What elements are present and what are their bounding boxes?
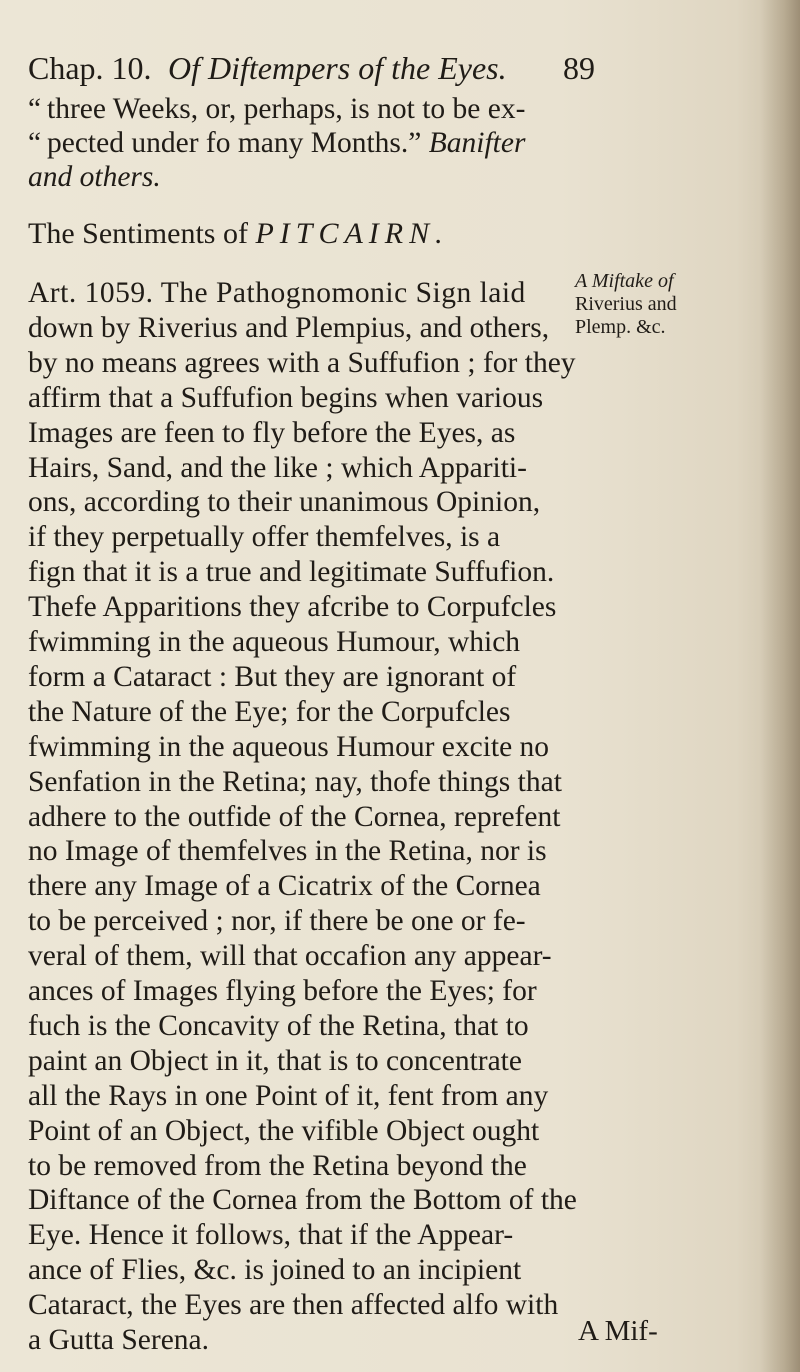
chapter-label: Chap. 10. bbox=[28, 50, 152, 86]
body-line: ance of Flies, &c. is joined to an incipient bbox=[28, 1254, 522, 1287]
body-line: if they perpetually offer themfelves, is a bbox=[28, 521, 501, 554]
body-line: adhere to the outfide of the Cornea, reprefent bbox=[28, 800, 561, 833]
page-edge-shadow bbox=[760, 0, 800, 1372]
body-line: there any Image of a Cicatrix of the Cornea bbox=[28, 870, 541, 903]
body-line: down by Riverius and Plempius, and others, bbox=[28, 311, 550, 344]
catchword: A Mif- bbox=[578, 1315, 658, 1347]
body-line: Senfation in the Retina; nay, thofe things that bbox=[28, 765, 562, 798]
running-title: Of Diftempers of the Eyes. bbox=[168, 50, 507, 86]
section-title: The Sentiments of PITCAIRN. bbox=[28, 217, 449, 250]
body-line: to be removed from the Retina beyond the bbox=[28, 1149, 527, 1182]
body-line: Art. 1059. The Pathognomonic Sign laid bbox=[28, 277, 526, 309]
body-line: Thefe Apparitions they afcribe to Corpufcles bbox=[28, 591, 557, 624]
page-number: 89 bbox=[563, 50, 595, 86]
body-line: Eye. Hence it follows, that if the Appear- bbox=[28, 1219, 514, 1252]
section-title-name: PITCAIRN. bbox=[255, 217, 449, 250]
body-line: all the Rays in one Point of it, fent from any bbox=[28, 1079, 549, 1112]
intro-line: and others. bbox=[28, 161, 161, 193]
body-line: Cataract, the Eyes are then affected alfo with bbox=[28, 1289, 559, 1322]
intro-line: “ pected under fo many Months.” Banifter bbox=[28, 127, 526, 159]
body-line: to be perceived ; nor, if there be one or fe- bbox=[28, 905, 526, 938]
body-line: ons, according to their unanimous Opinion, bbox=[28, 486, 541, 519]
body-line: ances of Images flying before the Eyes; for bbox=[28, 975, 537, 1007]
body-line: paint an Object in it, that is to concentrate bbox=[28, 1044, 522, 1077]
body-line: affirm that a Suffufion begins when various bbox=[28, 381, 544, 414]
intro-line: “ three Weeks, or, perhaps, is not to be ex- bbox=[28, 93, 526, 125]
body-line: Hairs, Sand, and the like ; which Appariti- bbox=[28, 451, 527, 484]
margin-note: A Miftake of Riverius and Plemp. &c. bbox=[575, 270, 677, 338]
body-line: by no means agrees with a Suffufion ; for they bbox=[28, 346, 576, 379]
body-line: form a Cataract : But they are ignorant of bbox=[28, 660, 517, 693]
body-line: Images are feen to fly before the Eyes, as bbox=[28, 416, 516, 449]
body-line: fwimming in the aqueous Humour excite no bbox=[28, 730, 550, 763]
body-line: Diftance of the Cornea from the Bottom of the bbox=[28, 1184, 577, 1217]
body-line: Point of an Object, the vifible Object ought bbox=[28, 1114, 540, 1147]
body-line: a Gutta Serena. bbox=[28, 1324, 210, 1356]
running-header bbox=[28, 48, 768, 88]
body-line: fwimming in the aqueous Humour, which bbox=[28, 626, 521, 658]
body-line: the Nature of the Eye; for the Corpufcles bbox=[28, 695, 511, 728]
body-line: fuch is the Concavity of the Retina, that to bbox=[28, 1009, 529, 1042]
body-line: veral of them, will that occafion any appear- bbox=[28, 940, 552, 973]
body-line: no Image of themfelves in the Retina, nor is bbox=[28, 835, 547, 868]
body-line: fign that it is a true and legitimate Suffufion. bbox=[28, 556, 555, 589]
